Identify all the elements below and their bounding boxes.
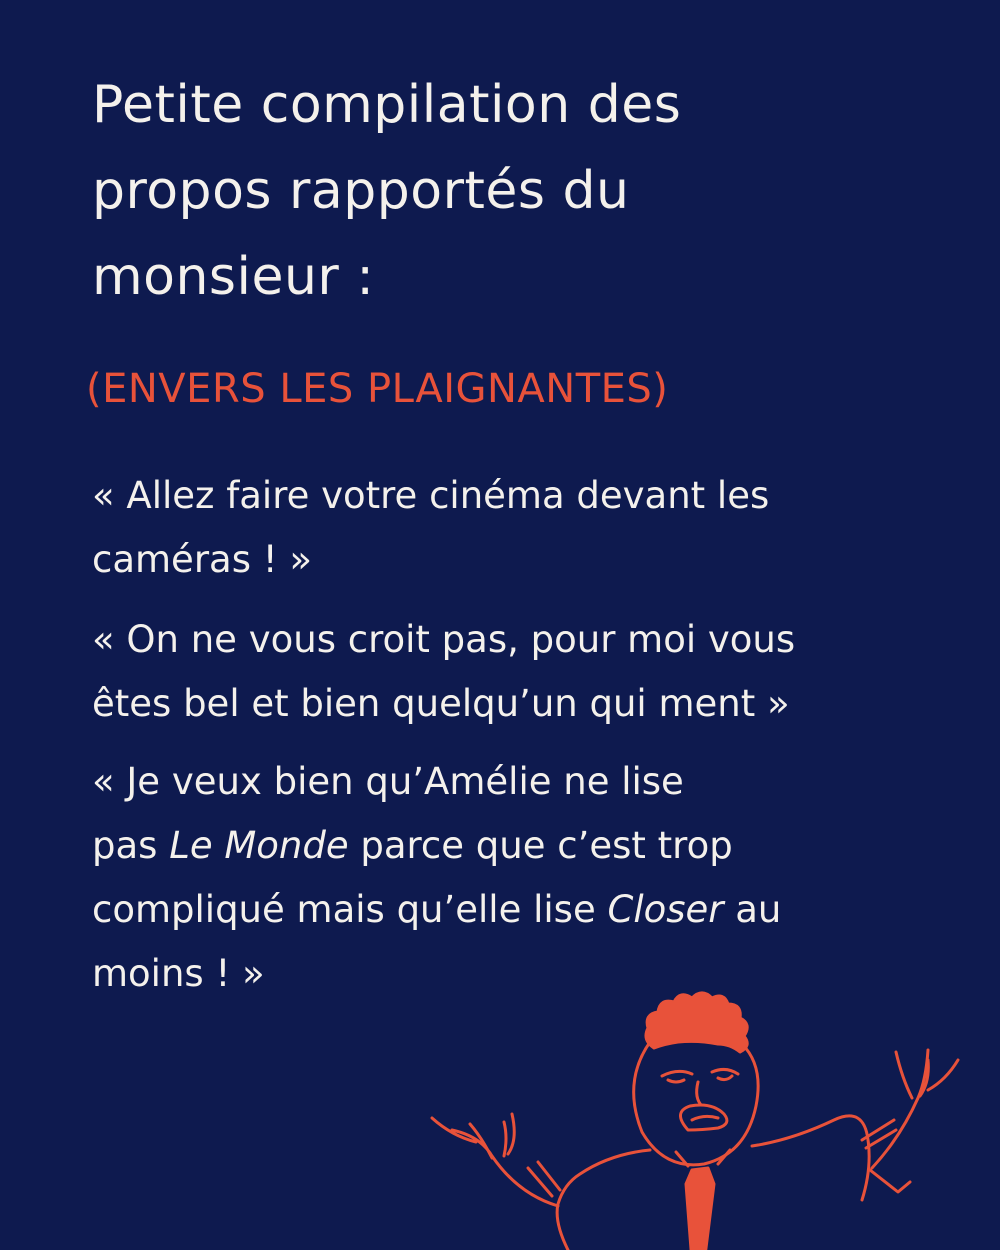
page-title xyxy=(92,62,912,320)
right-hand xyxy=(870,1050,958,1192)
quote-cinema-line-1: « Allez faire votre cinéma devant les xyxy=(92,474,770,517)
quote-liar-line-2: êtes bel et bien quelqu’un qui ment » xyxy=(92,682,790,725)
hair-shape xyxy=(646,993,747,1052)
quote-amelie-line-4: moins ! » xyxy=(92,952,265,995)
quote-cinema-line-2: caméras ! » xyxy=(92,538,312,581)
section-subtitle: (ENVERS LES PLAIGNANTES) xyxy=(86,366,669,412)
quote-cinema xyxy=(92,464,922,592)
title-line-2: propos rapportés du xyxy=(92,161,630,221)
right-eye xyxy=(712,1069,738,1079)
quote-amelie-line-3-start: compliqué mais qu’elle lise xyxy=(92,888,608,931)
shrugging-man-illustration xyxy=(400,980,980,1250)
tie xyxy=(686,1168,714,1250)
title-line-3: monsieur : xyxy=(92,247,375,307)
left-eye xyxy=(662,1071,692,1082)
quote-amelie-line-1: « Je veux bien qu’Amélie ne lise xyxy=(92,760,684,803)
left-hand xyxy=(432,1114,558,1206)
quote-amelie xyxy=(92,750,922,1006)
quote-liar xyxy=(92,608,922,736)
quote-amelie-line-2-end: parce que c’est trop xyxy=(348,824,733,867)
left-arm xyxy=(557,1150,650,1250)
head-outline xyxy=(634,1042,758,1165)
right-arm xyxy=(752,1116,869,1200)
quote-liar-line-1: « On ne vous croit pas, pour moi vous xyxy=(92,618,796,661)
quote-amelie-line-2-start: pas xyxy=(92,824,170,867)
title-line-1: Petite compilation des xyxy=(92,75,682,135)
nose xyxy=(697,1082,702,1106)
quote-amelie-line-3-end: au xyxy=(723,888,782,931)
magazine-title-closer: Closer xyxy=(607,888,724,931)
newspaper-title-le-monde: Le Monde xyxy=(169,824,349,867)
